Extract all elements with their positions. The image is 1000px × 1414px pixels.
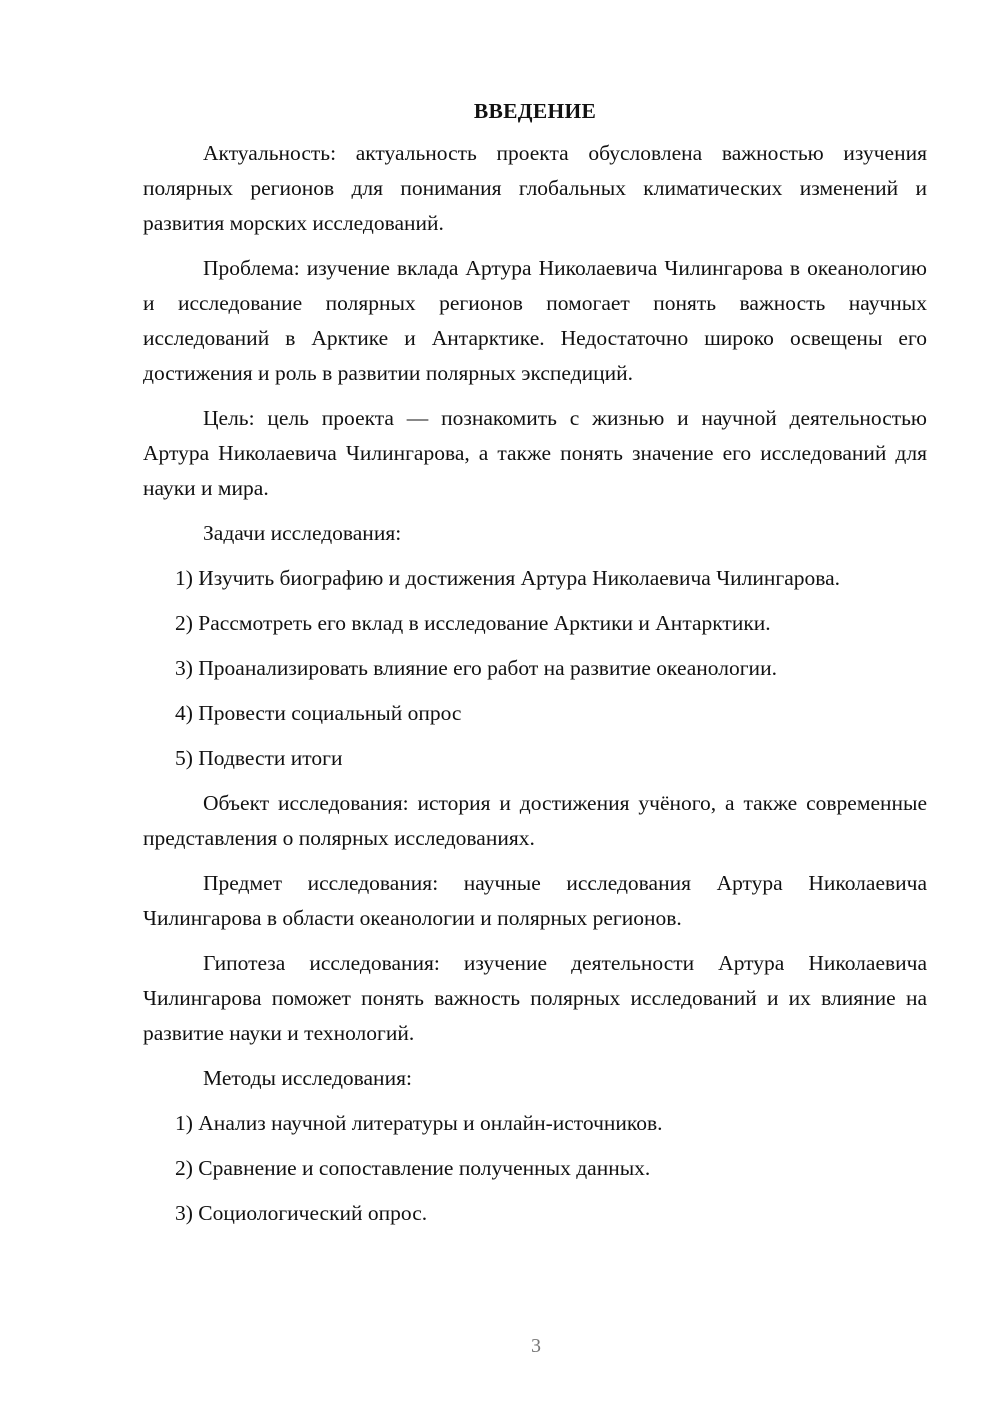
tasks-heading: Задачи исследования: <box>203 521 402 545</box>
method-item-1: 1) Анализ научной литературы и онлайн-источников. <box>175 1111 663 1135</box>
task-item-5: 5) Подвести итоги <box>175 746 343 770</box>
task-item-1: 1) Изучить биографию и достижения Артура Николаевича Чилингарова. <box>175 566 841 590</box>
subject-paragraph: Предмет исследования: научные исследования Артура Николаевича Чилингарова в области океанологии и полярных регионов. <box>143 871 927 930</box>
document-title: ВВЕДЕНИЕ <box>473 99 597 123</box>
goal-paragraph: Цель: цель проекта — познакомить с жизнью и научной деятельностью Артура Николаевича Чилингарова, а также понять значение его исследований для науки и мира. <box>143 406 927 500</box>
method-item-3: 3) Социологический опрос. <box>175 1201 428 1225</box>
document-body <box>143 96 927 1231</box>
object-paragraph: Объект исследования: история и достижения учёного, а также современные представления о полярных исследованиях. <box>143 791 927 850</box>
methods-heading: Методы исследования: <box>203 1066 412 1090</box>
page-number: 3 <box>531 1335 541 1357</box>
problem-paragraph: Проблема: изучение вклада Артура Николаевича Чилингарова в океанологию и исследование полярных регионов помогает понять важность научных исследований в Арктике и Антарктике. Недостаточно широко освещены его достижения и роль в развитии полярных экспедиций. <box>143 256 927 385</box>
hypothesis-paragraph: Гипотеза исследования: изучение деятельности Артура Николаевича Чилингарова поможет понять важность полярных исследований и их влияние на развитие науки и технологий. <box>143 951 927 1045</box>
method-item-2: 2) Сравнение и сопоставление полученных данных. <box>175 1156 651 1180</box>
relevance-paragraph: Актуальность: актуальность проекта обусловлена важностью изучения полярных регионов для понимания глобальных климатических изменений и развития морских исследований. <box>143 141 927 235</box>
task-item-3: 3) Проанализировать влияние его работ на развитие океанологии. <box>175 656 777 680</box>
task-item-2: 2) Рассмотреть его вклад в исследование Арктики и Антарктики. <box>175 611 771 635</box>
task-item-4: 4) Провести социальный опрос <box>175 701 462 725</box>
